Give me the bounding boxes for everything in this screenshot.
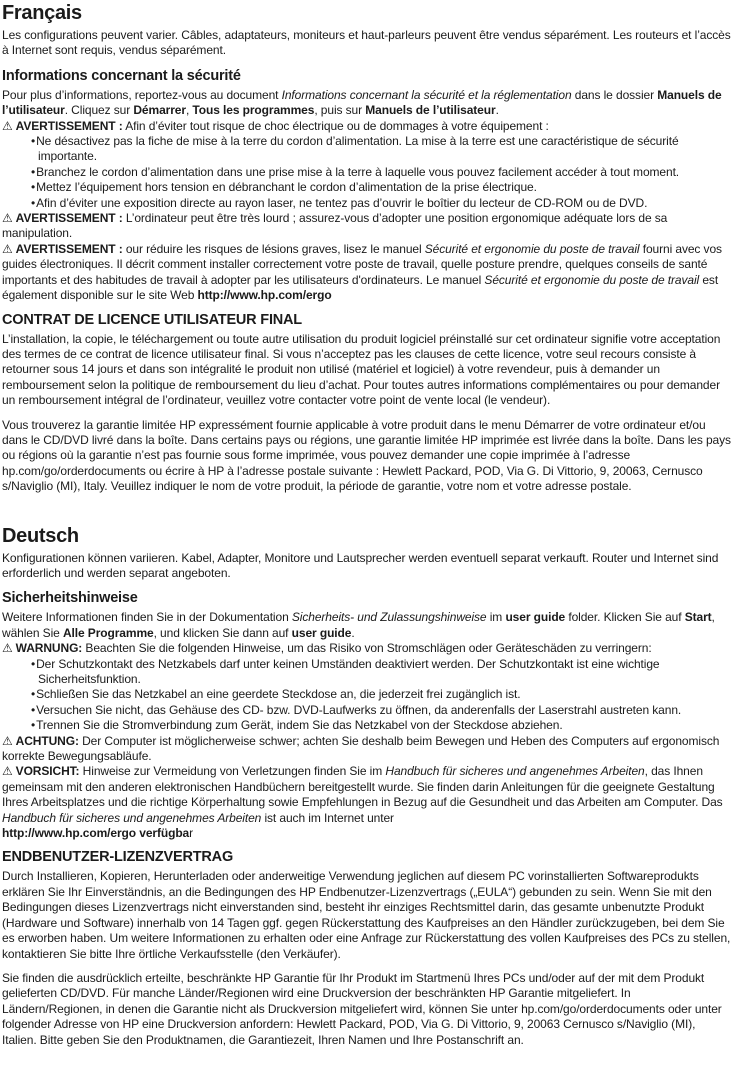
text-run: Schließen Sie das Netzkabel an eine geerdete Steckdose an, die jederzeit frei zugänglich ist.: [36, 687, 521, 702]
paragraph: [2, 418, 732, 495]
text-run: Beachten Sie die folgenden Hinweise, um das Risiko von Stromschlägen oder Geräteschäden zu verringern:: [82, 641, 652, 656]
text-run: L’installation, la copie, le téléchargement ou toute autre utilisation du produit logiciel préinstallé sur cet ordinateur signifie votre acceptation des termes de ce contrat de licence utilisateur final. Si vous n’acceptez pas les clauses de cette licence, votre seul recours consiste à retourner sous 14 jours et dans son intégralité le produit non utilisé (matériel et logiciel) à votre revendeur, puis à demander un remboursement selon la politique de remboursement du lieu d’achat. Pour toutes autres informations complémentaires ou pour demander un remboursement intégral de l’ordinateur, veuillez votre contacter votre point de vente local (le vendeur).: [2, 331, 721, 408]
text-run: Start: [684, 610, 712, 625]
warning-paragraph: [2, 764, 732, 841]
text-run: Sécurité et ergonomie du poste de travail: [484, 272, 700, 287]
text-run: .: [351, 625, 355, 640]
warning-icon: ⚠: [2, 241, 13, 256]
warning-label: AVERTISSEMENT :: [15, 118, 123, 133]
subsection-heading: ENDBENUTZER-LIZENZVERTRAG: [2, 849, 234, 866]
text-run: Manuels de l’utilisateur: [2, 87, 722, 118]
text-run: . Cliquez sur: [64, 103, 134, 118]
text-run: Der Schutzkontakt des Netzkabels darf unter keinen Umständen deaktiviert werden. Der Schutzkontakt ist eine wichtige Sicherheitsfunktion.: [36, 656, 660, 686]
bullet-item: [31, 180, 732, 195]
text-run: fourni avec vos guides électroniques. Il décrit comment installer correctement votre poste de travail, quelle posture prendre, quelques conseils de santé importants et des habitudes de travail à adopter par les utilisateurs d'ordinateurs. Le manuel: [2, 241, 722, 287]
paragraph: [2, 610, 732, 641]
paragraph: [2, 88, 732, 119]
text-run: , wählen Sie: [2, 610, 715, 640]
text-run: Démarrer: [133, 103, 186, 118]
paragraph: [2, 551, 732, 582]
text-run: L’ordinateur peut être très lourd ; assurez-vous d’adopter une position ergonomique adéquate lors de sa manipulation.: [2, 211, 668, 241]
text-run: Branchez le cordon d’alimentation dans une prise mise à la terre à laquelle vous pouvez facilement accéder à tout moment.: [36, 164, 680, 179]
warning-icon: ⚠: [2, 118, 13, 133]
text-run: Versuchen Sie nicht, das Gehäuse des CD- bzw. DVD-Laufwerks zu öffnen, da anderenfalls der Laserstrahl austreten kann.: [36, 702, 682, 717]
subsection-heading: Sicherheitshinweise: [2, 590, 138, 607]
bullet-list: [2, 134, 732, 211]
section-title: Deutsch: [2, 524, 79, 547]
warning-paragraph: [2, 734, 732, 765]
section-francais: [2, 2, 732, 495]
warning-paragraph: [2, 211, 732, 242]
warning-label: VORSICHT:: [15, 764, 80, 779]
text-run: folder. Klicken Sie auf: [565, 610, 685, 625]
bullet-item: [31, 718, 732, 733]
text-run: Sécurité et ergonomie du poste de travail: [424, 241, 640, 256]
warning-icon: ⚠: [2, 764, 13, 779]
text-run: ist auch im Internet unter: [261, 810, 394, 825]
warning-label: ACHTUNG:: [15, 733, 79, 748]
text-run: Sie finden die ausdrücklich erteilte, beschränkte HP Garantie für Ihr Produkt im Startmenü Ihres PCs und/oder auf der mit dem Produkt gelieferten CD/DVD. Für manche Länder/Regionen wird eine Druckversion der beschränkten HP Garantie mitgeliefert. In Ländern/Regionen, in denen die Garantie nicht als Druckversion mitgeliefert wird, können Sie unter hp.com/go/orderdocuments oder unter folgender Adresse von HP eine Druckversion anfordern: Hewlett Packard, POD, Via G. Di Vittorio, 9, 20063 Cernusco s/Naviglio (MI), Italien. Bitte geben Sie den Produktnamen, die Garantiezeit, Ihren Namen und Ihre Postanschrift an.: [2, 970, 722, 1047]
bullet-item: [31, 687, 732, 702]
warning-label: AVERTISSEMENT :: [15, 241, 123, 256]
bullet-list: [2, 657, 732, 734]
paragraph: [2, 971, 732, 1048]
text-run: our réduire les risques de lésions graves, lisez le manuel: [122, 241, 425, 256]
text-run: , und klicken Sie dann auf: [153, 625, 292, 640]
subsection-heading: Informations concernant la sécurité: [2, 67, 241, 84]
text-run: est également disponible sur le site Web: [2, 272, 719, 303]
bullet-marker: •: [31, 718, 36, 733]
text-run: , puis sur: [314, 103, 366, 118]
text-run: ,: [185, 103, 193, 118]
text-run: Les configurations peuvent varier. Câbles, adaptateurs, moniteurs et haut-parleurs peuvent être vendus séparément. Les routeurs et l’accès à Internet sont requis, vendus séparément.: [2, 28, 731, 58]
bullet-item: [31, 195, 732, 211]
text-run: user guide: [505, 610, 566, 625]
text-run: Informations concernant la sécurité et la réglementation: [281, 87, 572, 102]
bullet-item: [31, 134, 732, 165]
text-run: Ne désactivez pas la fiche de mise à la terre du cordon d’alimentation. La mise à la terre est une caractéristique de sécurité importante.: [36, 134, 679, 164]
bullet-marker: •: [31, 687, 36, 702]
text-run: dans le dossier: [571, 87, 658, 102]
text-run: Manuels de l’utilisateur: [365, 103, 496, 118]
text-run: Tous les programmes: [192, 103, 315, 118]
text-run: user guide: [291, 625, 352, 640]
bullet-marker: •: [31, 180, 36, 195]
text-run: Handbuch für sicheres und angenehmes Arbeiten: [2, 810, 262, 825]
text-run: Der Computer ist möglicherweise schwer; achten Sie deshalb beim Bewegen und Heben des Computers auf ergonomisch korrekte Bewegungsabläufe.: [2, 733, 720, 764]
bullet-marker: •: [31, 656, 36, 671]
url-text: http://www.hp.com/ergo: [197, 288, 332, 303]
text-run: Weitere Informationen finden Sie in der Dokumentation: [2, 610, 292, 625]
bullet-item: [31, 656, 732, 688]
text-run: , das Ihnen gemeinsam mit den anderen elektronischen Handbüchern bereitgestellt wurde. Sie finden darin Anleitungen für die geeignete Gestaltung Ihres Arbeitsplatzes und die richtige Körperhaltung sowie Empfehlungen in Bezug auf die Gesundheit und das Arbeiten am Computer. Das: [2, 764, 723, 810]
text-run: Alle Programme: [62, 625, 154, 640]
text-run: Sicherheits- und Zulassungshinweise: [291, 610, 487, 625]
bullet-marker: •: [31, 195, 36, 210]
section-title: Français: [2, 2, 82, 24]
warning-icon: ⚠: [2, 733, 13, 748]
text-run: im: [486, 610, 506, 625]
paragraph: [2, 332, 732, 409]
section-deutsch: [2, 525, 732, 1048]
bullet-item: [31, 702, 732, 718]
warning-icon: ⚠: [2, 211, 13, 226]
text-run: Mettez l’équipement hors tension en débranchant le cordon d’alimentation de la prise électrique.: [36, 180, 537, 195]
warning-label: AVERTISSEMENT :: [15, 211, 123, 226]
text-run: Konfigurationen können variieren. Kabel, Adapter, Monitore und Lautsprecher werden eventuell separat verkauft. Router und Internet sind erforderlich und werden separat angeboten.: [2, 550, 719, 580]
text-run: Pour plus d’informations, reportez-vous au document: [2, 87, 282, 102]
bullet-item: [31, 164, 732, 180]
text-run: Afin d’éviter une exposition directe au rayon laser, ne tentez pas d’ouvrir le boîtier du lecteur de CD-ROM ou de DVD.: [36, 195, 648, 210]
text-run: Durch Installieren, Kopieren, Herunterladen oder anderweitige Verwendung jeglichen auf diesem PC vorinstallierten Softwareprodukts erklären Sie Ihr Einverständnis, an die Bedingungen des HP Endbenutzer-Lizenzvertrags („EULA“) gebunden zu sein. Wenn Sie mit den Bedingungen dieses Lizenzvertrags nicht einverstanden sind, besteht ihr einziges Rechtsmittel darin, das gesamte unbenutzte Produkt (Hardware und Software) innerhalb von 14 Tagen ggf. gegen Rückerstattung des Kaufpreises an den Händler zurückzugeben, bei dem Sie es erworben haben. Um weitere Informationen zu erhalten oder eine Anfrage zur Rückerstattung des vollen Kaufpreises des PCs zu stellen, kontaktieren Sie bitte Ihre örtliche Verkaufsstelle (den Verkäufer).: [2, 869, 731, 961]
url-text: http://www.hp.com/ergo verfügba: [2, 826, 190, 841]
warning-icon: ⚠: [2, 641, 13, 656]
text-run: Afin d’éviter tout risque de choc électrique ou de dommages à votre équipement :: [122, 118, 549, 133]
text-run: Handbuch für sicheres und angenehmes Arbeiten: [385, 764, 645, 779]
text-run: Vous trouverez la garantie limitée HP expressément fournie applicable à votre produit dans le menu Démarrer de votre ordinateur et/ou dans le CD/DVD livré dans la boîte. Dans certains pays ou régions, une garantie limitée HP imprimée est livrée dans la boîte. Dans les pays ou régions où la garantie n’est pas fournie sous forme imprimée, vous pouvez demander une copie imprimée à l’adresse hp.com/go/orderdocuments ou écrire à HP à l’adresse postale suivante : Hewlett Packard, POD, Via G. Di Vittorio, 9, 20063, Cernusco s/Naviglio (MI), Italy. Veuillez indiquer le nom de votre produit, la période de garantie, votre nom et votre adresse postale.: [2, 417, 731, 494]
text-run: Hinweise zur Vermeidung von Verletzungen finden Sie im: [79, 764, 386, 779]
warning-label: WARNUNG:: [15, 641, 83, 656]
bullet-marker: •: [31, 164, 36, 179]
bullet-marker: •: [31, 134, 36, 149]
text-run: r: [189, 826, 194, 841]
text-run: Trennen Sie die Stromverbindung zum Gerät, indem Sie das Netzkabel von der Steckdose abziehen.: [36, 718, 563, 733]
subsection-heading: CONTRAT DE LICENCE UTILISATEUR FINAL: [2, 311, 302, 328]
warning-paragraph: [2, 242, 732, 304]
text-run: .: [495, 103, 499, 118]
paragraph: [2, 28, 732, 59]
paragraph: [2, 869, 732, 961]
warning-paragraph: [2, 641, 732, 656]
bullet-marker: •: [31, 702, 36, 717]
warning-paragraph: [2, 119, 732, 134]
